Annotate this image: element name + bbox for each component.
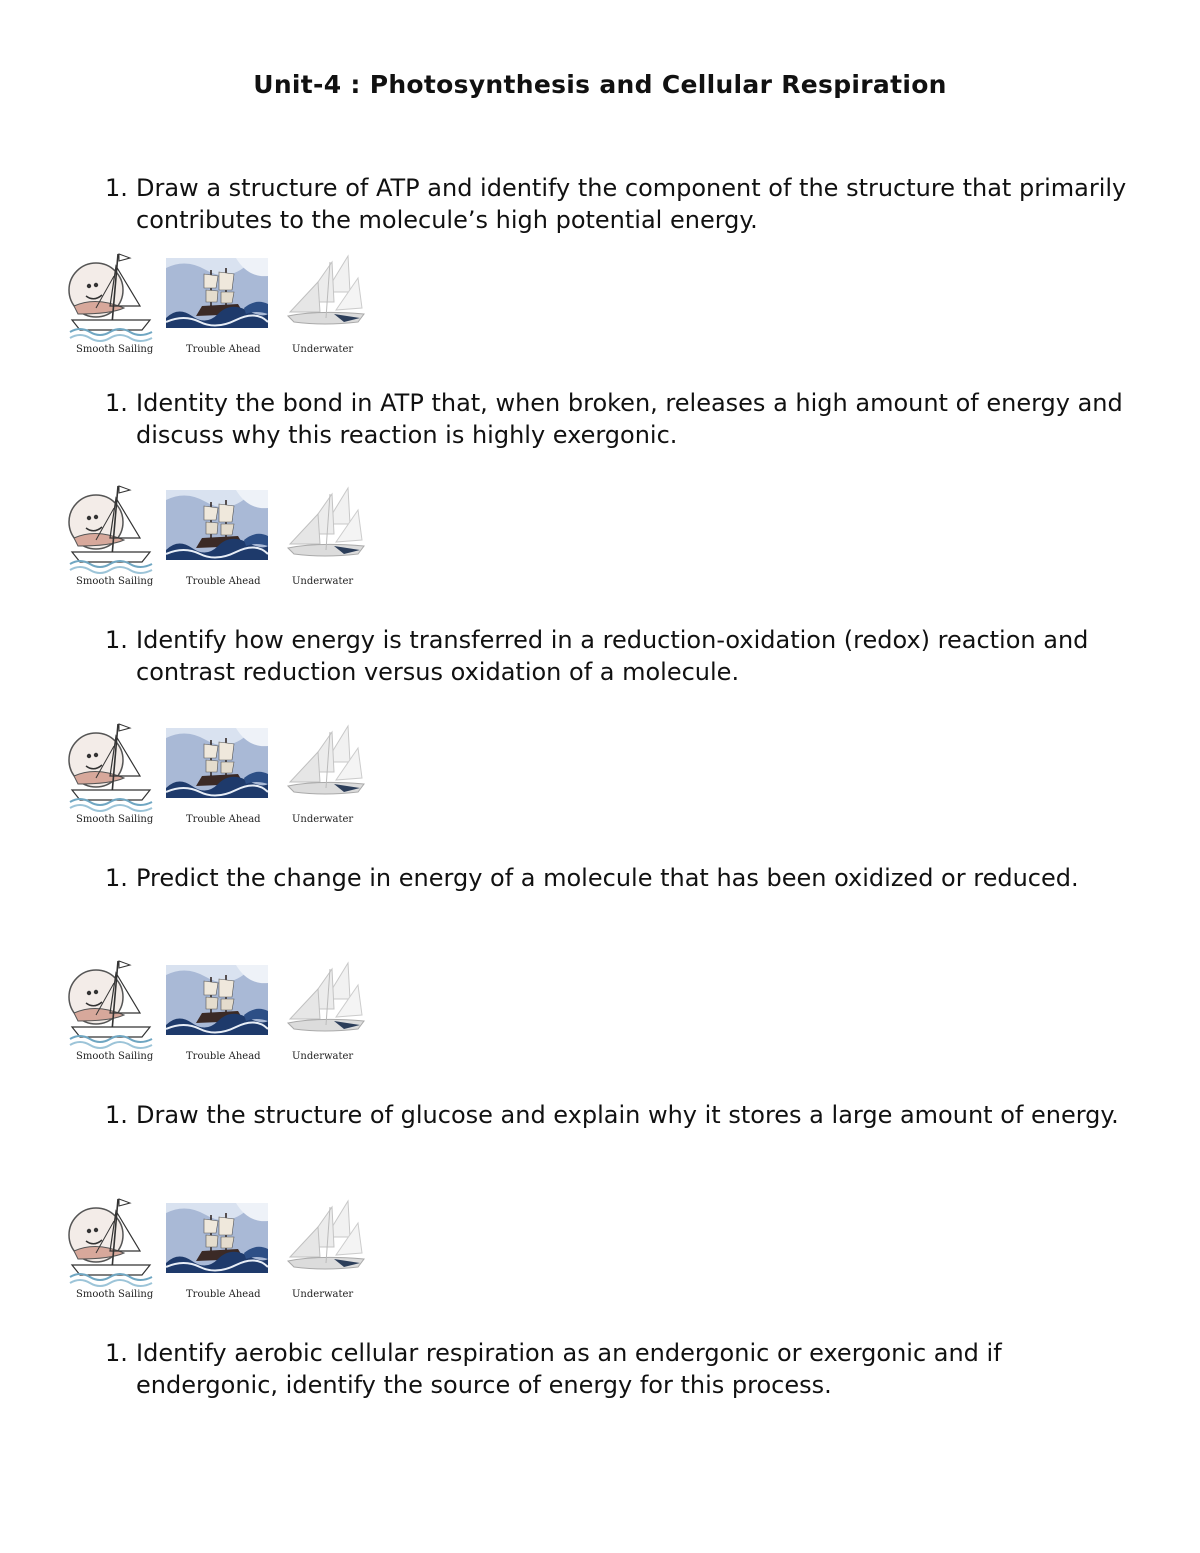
question-3 (105, 624, 1145, 688)
page-title: Unit-4 : Photosynthesis and Cellular Respiration (253, 70, 947, 99)
trouble-ahead-ship-icon (166, 965, 268, 1035)
self-assessment-scale-4 (66, 955, 386, 1075)
scale-label-trouble-ahead: Trouble Ahead (186, 1289, 261, 1300)
scale-label-smooth-sailing: Smooth Sailing (76, 344, 154, 355)
underwater-ship-icon (278, 484, 370, 564)
scale-label-underwater: Underwater (292, 344, 354, 355)
trouble-ahead-ship-icon (166, 258, 268, 328)
trouble-ahead-ship-icon (166, 490, 268, 560)
question-text: Identify aerobic cellular respiration as an endergonic or exergonic and if endergonic, identify the source of energy for this process. (136, 1339, 1002, 1399)
question-number: 1. (105, 1339, 128, 1367)
smooth-sailing-ship-icon (66, 248, 156, 343)
underwater-ship-icon (278, 252, 370, 332)
question-number: 1. (105, 864, 128, 892)
smooth-sailing-ship-icon (66, 718, 156, 813)
question-number: 1. (105, 1101, 128, 1129)
underwater-ship-icon (278, 959, 370, 1039)
scale-label-smooth-sailing: Smooth Sailing (76, 1289, 154, 1300)
question-text: Draw a structure of ATP and identify the component of the structure that primarily contributes to the molecule’s high potential energy. (136, 174, 1127, 234)
question-text: Draw the structure of glucose and explain why it stores a large amount of energy. (136, 1101, 1119, 1129)
question-2 (105, 387, 1145, 451)
question-1 (105, 172, 1145, 236)
underwater-ship-icon (278, 722, 370, 802)
question-4 (105, 862, 1145, 894)
self-assessment-scale-1 (66, 248, 386, 368)
underwater-ship-icon (278, 1197, 370, 1277)
question-text: Predict the change in energy of a molecule that has been oxidized or reduced. (136, 864, 1079, 892)
scale-label-trouble-ahead: Trouble Ahead (186, 344, 261, 355)
scale-label-underwater: Underwater (292, 814, 354, 825)
question-text: Identify how energy is transferred in a reduction-oxidation (redox) reaction and contrast reduction versus oxidation of a molecule. (136, 626, 1089, 686)
trouble-ahead-ship-icon (166, 728, 268, 798)
scale-label-trouble-ahead: Trouble Ahead (186, 1051, 261, 1062)
self-assessment-scale-5 (66, 1193, 386, 1313)
scale-label-smooth-sailing: Smooth Sailing (76, 814, 154, 825)
smooth-sailing-ship-icon (66, 480, 156, 575)
self-assessment-scale-3 (66, 718, 386, 838)
scale-label-underwater: Underwater (292, 1289, 354, 1300)
smooth-sailing-ship-icon (66, 1193, 156, 1288)
scale-label-trouble-ahead: Trouble Ahead (186, 814, 261, 825)
smooth-sailing-ship-icon (66, 955, 156, 1050)
question-text: Identity the bond in ATP that, when broken, releases a high amount of energy and discuss why this reaction is highly exergonic. (136, 389, 1123, 449)
scale-label-underwater: Underwater (292, 576, 354, 587)
question-number: 1. (105, 626, 128, 654)
question-number: 1. (105, 174, 128, 202)
scale-label-smooth-sailing: Smooth Sailing (76, 576, 154, 587)
question-5 (105, 1099, 1145, 1131)
scale-label-smooth-sailing: Smooth Sailing (76, 1051, 154, 1062)
self-assessment-scale-2 (66, 480, 386, 600)
scale-label-trouble-ahead: Trouble Ahead (186, 576, 261, 587)
question-6 (105, 1337, 1145, 1401)
question-number: 1. (105, 389, 128, 417)
scale-label-underwater: Underwater (292, 1051, 354, 1062)
trouble-ahead-ship-icon (166, 1203, 268, 1273)
